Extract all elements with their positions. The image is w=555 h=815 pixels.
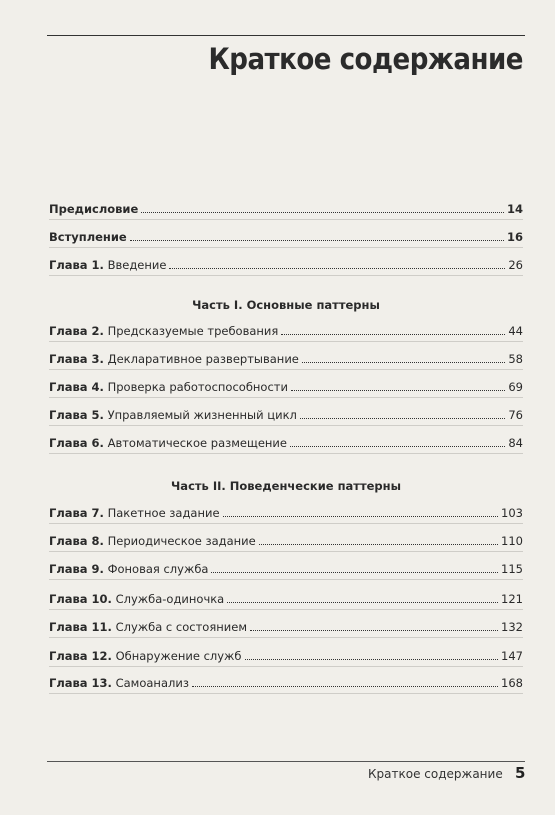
- toc-entry-chapter-10: Глава 10. Служба-одиночка 121: [49, 587, 523, 610]
- toc-entry-chapter-12: Глава 12. Обнаружение служб 147: [49, 644, 523, 667]
- running-footer: Краткое содержание: [368, 767, 503, 781]
- toc-entry-chapter-3: Глава 3. Декларативное развертывание 58: [49, 347, 523, 370]
- toc-entry-chapter-7: Глава 7. Пакетное задание 103: [49, 501, 523, 524]
- toc-entry-chapter-11: Глава 11. Служба с состоянием 132: [49, 615, 523, 638]
- toc-entry-introduction: Вступление 16: [49, 225, 523, 248]
- toc-entry-chapter-5: Глава 5. Управляемый жизненный цикл 76: [49, 403, 523, 426]
- toc-entry-chapter-4: Глава 4. Проверка работоспособности 69: [49, 375, 523, 398]
- part-heading-1: Часть I. Основные паттерны: [192, 298, 380, 312]
- toc-entry-chapter-8: Глава 8. Периодическое задание 110: [49, 529, 523, 552]
- toc-entry-chapter-2: Глава 2. Предсказуемые требования 44: [49, 319, 523, 342]
- top-rule: [47, 35, 525, 36]
- part-heading-2: Часть II. Поведенческие паттерны: [171, 479, 401, 493]
- page-title: Краткое содержание: [208, 42, 523, 76]
- toc-entry-preface: Предисловие 14: [49, 197, 523, 220]
- toc-entry-chapter-9: Глава 9. Фоновая служба 115: [49, 557, 523, 580]
- toc-entry-chapter-13: Глава 13. Самоанализ 168: [49, 671, 523, 694]
- bottom-rule: [47, 761, 525, 762]
- toc-entry-chapter-1: Глава 1. Введение 26: [49, 253, 523, 276]
- toc-entry-chapter-6: Глава 6. Автоматическое размещение 84: [49, 431, 523, 454]
- page-number: 5: [515, 764, 526, 782]
